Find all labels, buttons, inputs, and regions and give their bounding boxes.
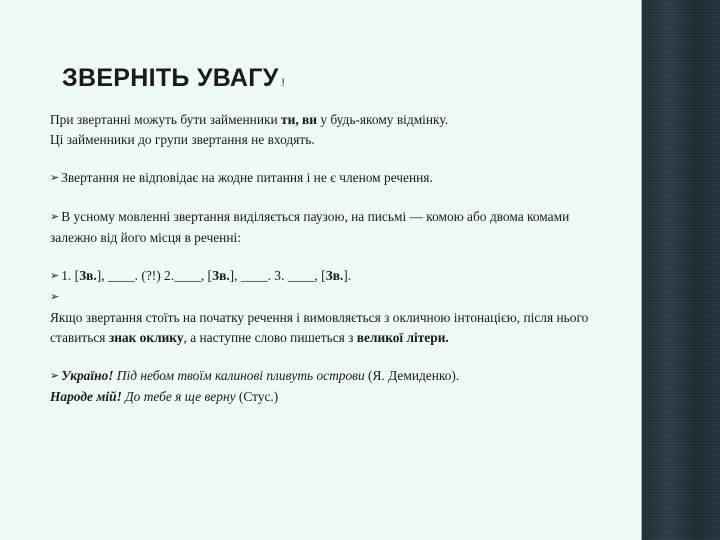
arrow-bullet-icon: ➢ — [50, 211, 60, 223]
rule-not-in-group: Ці займенники до групи звертання не входять. — [50, 132, 315, 147]
slide-title — [62, 64, 285, 93]
arrow-bullet-icon: ➢ — [50, 370, 60, 382]
scheme-part: ], ____. 3. ____, [ — [229, 268, 326, 283]
rule-exclamation — [50, 308, 610, 348]
arrow-bullet-icon: ➢ — [50, 291, 60, 303]
example-ukraine-author: (Я. Демиденко). — [364, 368, 460, 383]
bullet-schemes — [50, 266, 610, 287]
example-ukraine-quote: Під небом твоїм калинові пливуть острови — [113, 368, 365, 383]
scheme-zv: Зв. — [325, 268, 344, 283]
bullet-no-question — [50, 168, 610, 189]
slide-title-text: ЗВЕРНІТЬ УВАГУ — [62, 64, 279, 92]
scheme-zv: Зв. — [212, 268, 230, 283]
rule-exclamation-bold: знак оклику — [108, 330, 184, 345]
bullet-pause-comma — [50, 207, 610, 248]
scheme-zv: Зв. — [79, 268, 97, 283]
example-ukraine — [50, 366, 610, 387]
bullet-no-question-text: Звертання не відповідає на жодне питання і не є членом речення. — [61, 170, 433, 185]
example-people-author: (Стус.) — [235, 389, 279, 404]
example-people — [50, 387, 610, 407]
scheme-part: ]. — [343, 268, 352, 283]
rule-pronouns-bold: ти, ви — [281, 112, 317, 127]
bullet-empty — [50, 287, 610, 308]
scheme-part: 1. [ — [61, 268, 80, 283]
slide-content — [50, 110, 610, 407]
arrow-bullet-icon: ➢ — [50, 172, 60, 184]
arrow-bullet-icon: ➢ — [50, 270, 60, 282]
example-people-address: Народе мій! — [50, 389, 122, 404]
rule-exclamation-text-mid: , а наступне слово пишеться з — [183, 330, 357, 345]
slide-title-mark: ! — [281, 77, 285, 89]
side-decorative-band — [642, 0, 720, 540]
scheme-part: ], ____. (?!) 2.____, [ — [96, 268, 213, 283]
example-ukraine-address: Україно! — [61, 368, 114, 383]
rule-exclamation-bold-end: великої літери. — [356, 330, 449, 345]
example-people-quote: До тебе я ще верну — [121, 389, 236, 404]
rule-pronouns-text-end: у будь-якому відмінку. — [316, 112, 449, 127]
rule-exclamation-text: Якщо звертання стоїть на початку речення і вимовляється з окличною інтонацією, після нього ставиться — [50, 310, 589, 345]
rule-pronouns — [50, 110, 610, 130]
rule-pronouns-text: При звертанні можуть бути займенники — [50, 112, 282, 127]
bullet-pause-comma-text: В усному мовленні звертання виділяється паузою, на письмі — комою або двома комами залежно від його місця в реченні: — [50, 209, 570, 245]
